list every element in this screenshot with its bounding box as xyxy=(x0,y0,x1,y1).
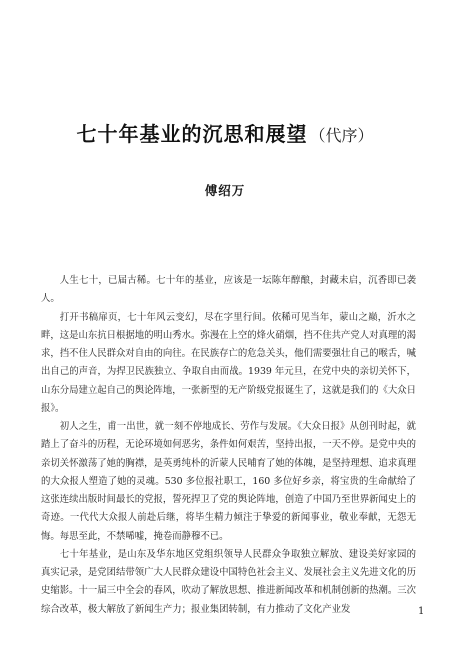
page-number: 1 xyxy=(418,606,425,617)
article-subtitle: （代序） xyxy=(309,126,374,145)
article-title: 七十年基业的沉思和展望 xyxy=(76,122,308,146)
paragraph: 打开书稿扉页，七十年风云变幻，尽在字里行间。依稀可见当年，蒙山之巅，沂水之畔，这是山东抗日根据地的明山秀水。弥漫在上空的烽火硝烟，挡不住共产党人对真理的渴求，挡不住人民群众对自由的向往。在民族存亡的危急关头，他们需要强壮自己的喉舌，喊出自己的声音，为捍卫民族独立、争取自由而战。1939 年元旦，在党中央的亲切关怀下，山东分局建立起自己的舆论阵地，一张新型的无产阶级党报诞生了，这就是我们的《大众日报》。 xyxy=(41,311,417,414)
author-name: 傅绍万 xyxy=(204,183,246,198)
paragraph: 初人之生，甫一出世，就一刻不停地成长、劳作与发展。《大众日报》从创刊时起，就踏上了奋斗的历程，无论环境如何恶劣，条件如何艰苦，坚持出报，一天不停。是党中央的亲切关怀激荡了她的胸襟，是英勇纯朴的沂蒙人民哺育了她的体魄，是坚持理想、追求真理的大众报人塑造了她的灵魂。530 多位报社职工，160 多位好乡亲，将宝贵的生命献给了这张连续出版时间最长的党报，誓死捍卫了党的舆论阵地，创造了中国乃至世界新闻史上的奇迹。一代代大众报人前赴后继，将毕生精力倾注于挚爱的新闻事业，敬业奉献，无怨无悔。每思至此，不禁唏嘘，掩卷而静穆不已。 xyxy=(41,421,417,542)
title-block xyxy=(0,118,450,147)
paragraph: 人生七十，已届古稀。七十年的基业，应该是一坛陈年醇酿，封藏未启，沉香即已袭人。 xyxy=(41,275,416,305)
article-body xyxy=(41,272,416,619)
paragraph: 七十年基业，是山东及华东地区党组织领导人民群众争取独立解放、建设美好家园的真实记录，是党团结带领广大人民群众建设中国特色社会主义、发展社会主义先进文化的历史缩影。十一届三中全会的春风，吹动了解放思想、推进新闻改革和机制创新的热潮。三次综合改革，极大解放了新闻生产力；报业集团转制，有力推动了文化产业发 xyxy=(41,548,417,615)
